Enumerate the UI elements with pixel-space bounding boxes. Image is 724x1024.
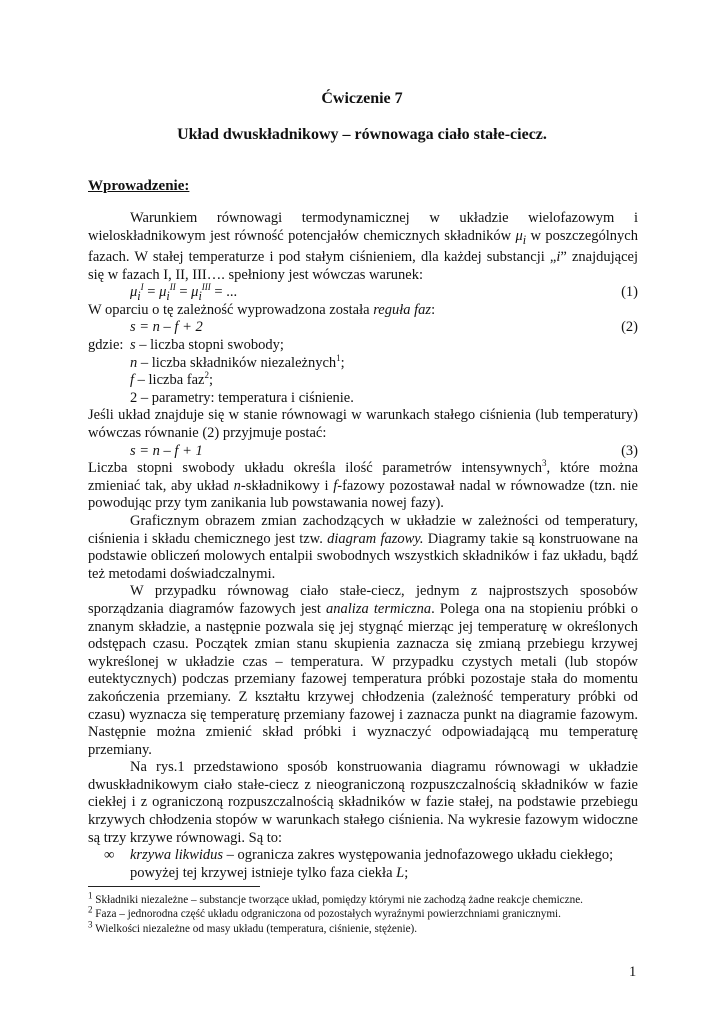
paragraph-equilibrium-condition <box>88 210 638 284</box>
mu-subscript: i <box>522 232 527 247</box>
footnote-text: Wielkości niezależne od masy układu (temperatura, ciśnienie, stężenie). <box>92 922 418 935</box>
text-run: -fazowy pozostawał nadal w równowadze (tzn. nie powodując przy tym zanikania lub powstawania nowej fazy). <box>88 477 638 512</box>
equation-2 <box>88 319 638 337</box>
emphasis-text: analiza termiczna <box>326 600 432 617</box>
text-run: ” znajdującej się w fazach I, II, III…. spełniony jest wówczas warunek: <box>88 249 639 283</box>
text-run: Warunkiem równowagi termodynamicznej w układzie wielofazowym i wieloskładnikowym jest równość potencjałów chemicznych składników <box>88 210 638 244</box>
document-subtitle: Układ dwuskładnikowy – równowaga ciało stałe-ciecz. <box>177 126 547 143</box>
section-heading: Wprowadzenie: <box>88 178 190 194</box>
footnote-number: 1 <box>88 890 93 901</box>
mu-symbol: μ <box>515 227 523 244</box>
emphasis-text: krzywa likwidus <box>130 847 224 864</box>
equation-1-expression <box>130 282 238 304</box>
variable: L <box>396 864 405 881</box>
footnote-number: 3 <box>88 919 93 930</box>
footnotes <box>88 890 648 936</box>
phase-superscript: I <box>140 282 144 293</box>
mu-subscript: i <box>137 289 141 304</box>
equals-sign: = <box>143 284 160 301</box>
text-run: Liczba stopni swobody układu określa ilość parametrów intensywnych <box>88 460 542 477</box>
emphasis-text: reguła faz <box>373 301 432 318</box>
equation-3-number: (3) <box>621 442 638 459</box>
where-label: gdzie: <box>88 337 124 354</box>
paragraph-thermal-analysis <box>88 583 638 759</box>
text-run: Graficznym obrazem zmian zachodzących w układzie w zależności od temperatury, ciśnienia i składu chemicznego jest tzw. <box>88 512 638 547</box>
equation-1 <box>88 284 638 302</box>
body-text <box>88 210 638 882</box>
where-list <box>88 337 638 407</box>
footnote-2 <box>88 904 648 921</box>
footnote-number: 2 <box>88 904 93 915</box>
equation-tail: = ... <box>210 284 238 301</box>
where-item-s <box>130 337 638 355</box>
exercise-title: Ćwiczenie 7 <box>321 90 403 107</box>
footnote-text: Faza – jednorodna część układu odgraniczona od pozostałych wyraźnymi powierzchniami granicznymi. <box>92 908 561 921</box>
text-run: – liczba faz <box>134 372 205 389</box>
page-number: 1 <box>629 964 637 980</box>
variable: f <box>130 372 135 389</box>
text-run: W oparciu o tę zależność wyprowadzona została <box>88 301 374 318</box>
equation-2-expression: s = n – f + 2 <box>130 319 203 336</box>
text-run: ; <box>340 354 345 371</box>
paragraph-figure-description: Na rys.1 przedstawiono sposób konstruowania diagramu równowagi w układzie dwuskładnikowym ciało stałe-ciecz z nieograniczoną rozpuszczalnością składników w fazie ciekłej i z ograniczoną rozpuszczalnością składników w fazie stałej, na podstawie przebiegu krzywych chłodzenia stopów w warunkach stałego ciśnienia. Na wykresie fazowym widoczne są trzy krzywe równowagi. Są to: <box>88 759 638 846</box>
variable: n <box>130 354 138 371</box>
mu-subscript: i <box>166 289 170 304</box>
text-run: . Polega ona na stopieniu próbki o znanym składzie, a następnie pozwala się jej stygnąć mierząc jej temperaturę w określonych odstępach czasu. Początek zmian stanu skupienia zaznacza się zmianą przebiegu krzywej wykreślonej w układzie czas – temperatura. W przypadku czystych metali (lub stopów eutektycznych) podczas przemiany fazowej temperatura próbki pozostaje stała do momentu zakończenia przemiany. Z kształtu krzywej chłodzenia (zależność temperatury próbki od czasu) wyznacza się temperaturę przemiany fazowej i zaznacza punkt na diagramie fazowym. Następnie można zmienić skład próbki i wyznaczyć odpowiadającą mu temperaturę przemiany. <box>88 600 638 758</box>
footnote-3 <box>88 919 648 936</box>
text-run: – liczba składników niezależnych <box>137 354 337 371</box>
equals-sign: = <box>175 284 192 301</box>
mu-subscript: i <box>198 289 202 304</box>
equation-1-number: (1) <box>621 284 638 301</box>
footnote-text: Składniki niezależne – substancje tworzące układ, pomiędzy którymi nie zachodzą żadne reakcje chemiczne. <box>92 894 583 906</box>
emphasis-text: diagram fazowy. <box>327 530 424 547</box>
text-run: ; <box>404 864 409 881</box>
footnote-ref: 1 <box>336 352 341 363</box>
text-run: – liczba stopni swobody; <box>135 337 284 354</box>
equation-3-expression: s = n – f + 1 <box>130 442 203 459</box>
variable: s <box>130 337 136 354</box>
paragraph-degrees-of-freedom <box>88 460 638 513</box>
mu-symbol: μ <box>159 284 167 301</box>
mu-symbol: μ <box>130 284 138 301</box>
text-run: – ogranicza zakres występowania jednofazowego układu ciekłego; powyżej tej krzywej istnieje tylko faza ciekła <box>130 847 614 881</box>
bullet-item-liquidus <box>88 847 638 882</box>
where-item-params: 2 – parametry: temperatura i ciśnienie. <box>130 389 354 406</box>
phase-superscript: III <box>201 282 211 293</box>
where-item-f <box>130 372 638 390</box>
footnote-ref: 2 <box>204 370 209 381</box>
equation-2-number: (2) <box>621 319 638 336</box>
footnote-1 <box>88 890 648 907</box>
substance-variable: i <box>556 249 561 266</box>
paragraph-phase-diagram <box>88 513 638 583</box>
paragraph-phase-rule-intro <box>88 302 638 320</box>
text-run: w poszczególnych fazach. W stałej temperaturze i pod stałym ciśnieniem, dla każdej substancji „ <box>88 227 638 266</box>
variable: f <box>333 477 338 494</box>
bullet-infinity-icon: ∞ <box>104 847 115 864</box>
text-run: ; <box>208 372 214 389</box>
text-run: W przypadku równowag ciało stałe-ciecz, jednym z najprostszych sposobów sporządzania diagramów fazowych jest <box>88 583 638 617</box>
mu-symbol: μ <box>191 284 199 301</box>
text-run: -składnikowy i <box>240 477 334 494</box>
footnote-ref: 3 <box>541 458 547 469</box>
paragraph-constant-pressure: Jeśli układ znajduje się w stanie równowagi w warunkach stałego ciśnienia (lub temperatury) wówczas równanie (2) przyjmuje postać: <box>88 407 638 442</box>
text-run: Diagramy takie są konstruowane na podstawie obliczeń molowych entalpii swobodnych wszystkich składników i faz układu, bądź też metodami doświadczalnymi. <box>88 530 638 582</box>
equation-3 <box>88 443 638 461</box>
text-run: , które można zmieniać tak, aby układ <box>88 460 639 494</box>
footnote-separator <box>88 886 260 887</box>
phase-superscript: II <box>169 282 176 293</box>
variable: n <box>233 477 241 494</box>
text-run: : <box>431 301 436 318</box>
